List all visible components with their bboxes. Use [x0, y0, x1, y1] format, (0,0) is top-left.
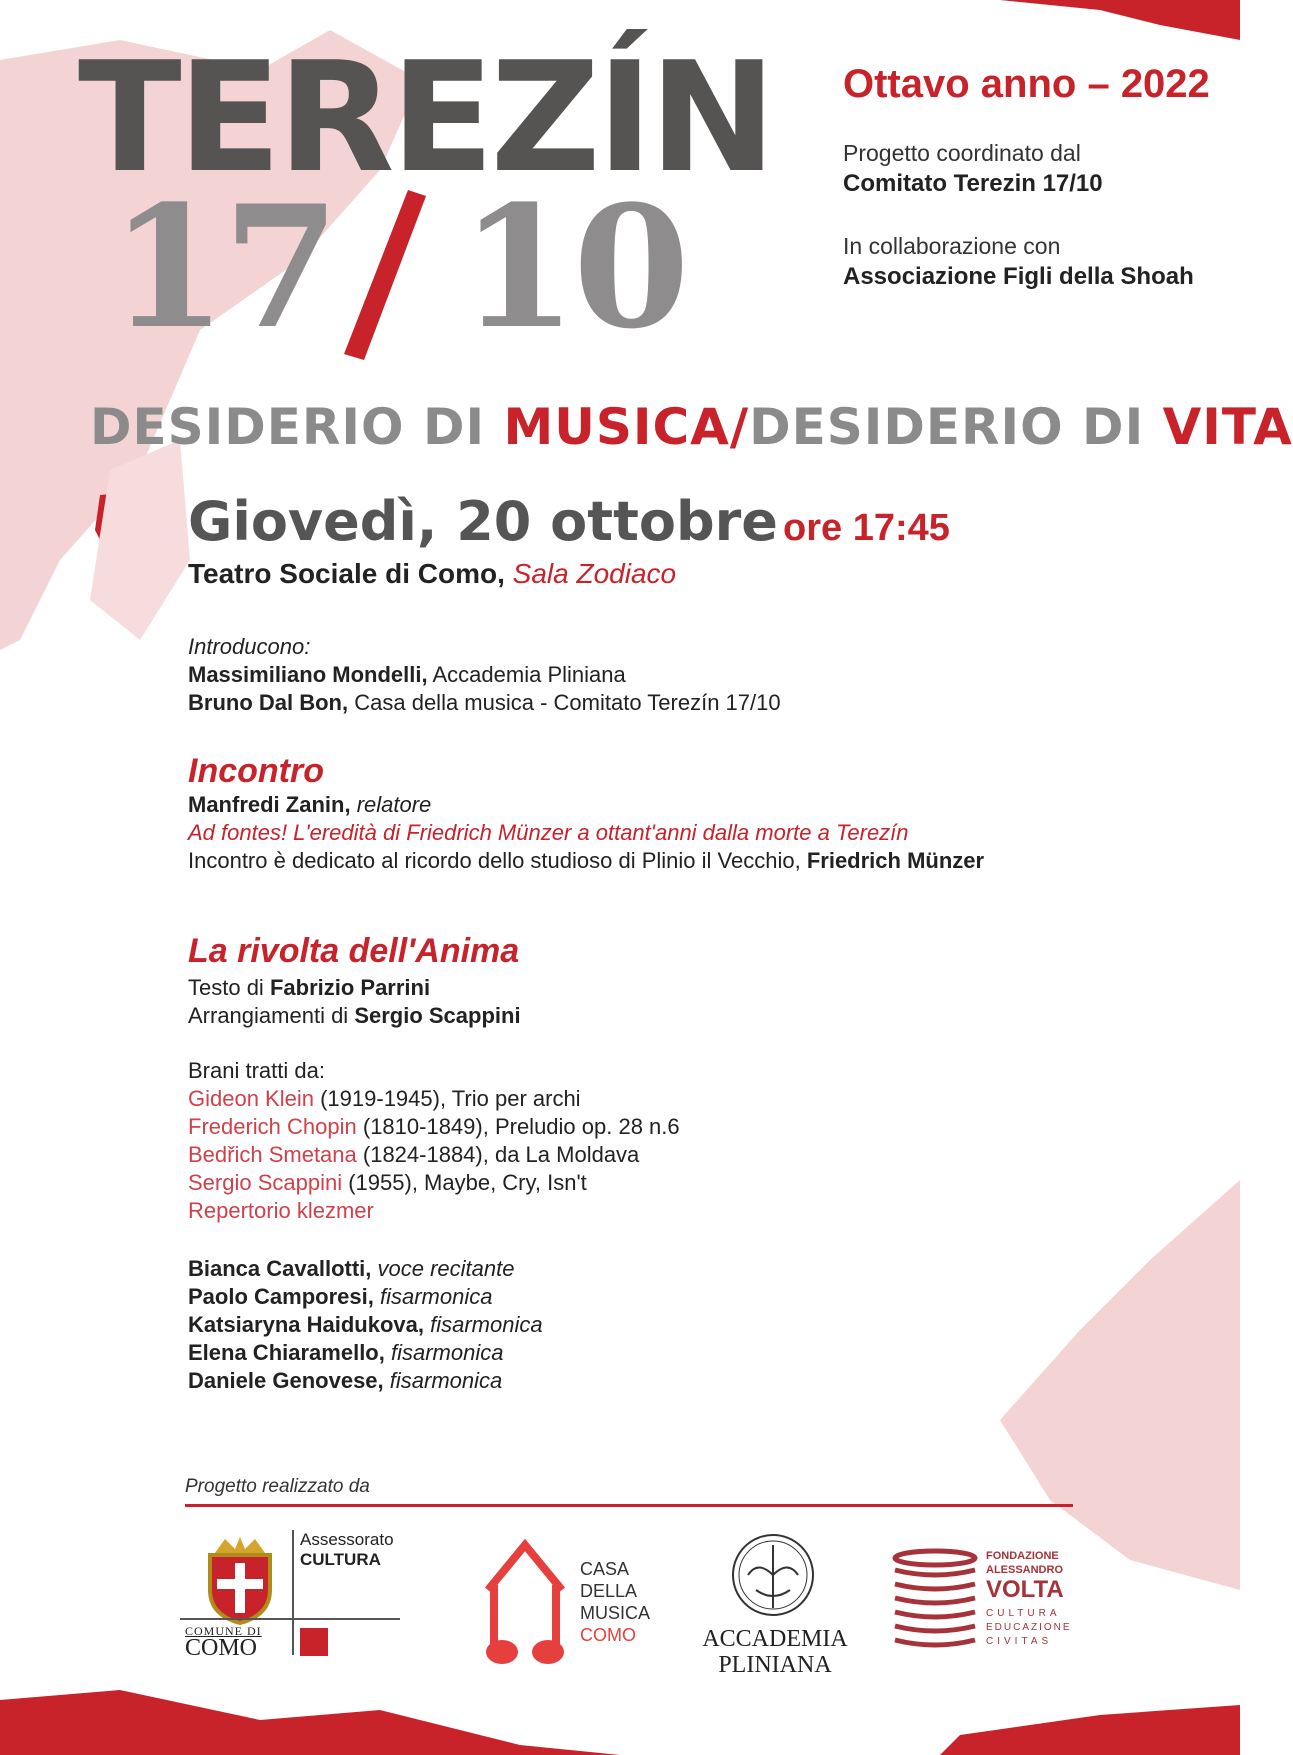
- como-dept-label: Assessorato: [300, 1530, 394, 1549]
- show-text-credit: [188, 975, 430, 1001]
- event-venue-line: [188, 558, 676, 590]
- performer-item: [188, 1284, 492, 1310]
- volta-l2: ALESSANDRO: [986, 1564, 1064, 1576]
- casa-l3: MUSICA: [580, 1603, 651, 1623]
- piece-composer: Frederich Chopin: [188, 1114, 357, 1139]
- event-venue: Teatro Sociale di Como,: [188, 558, 505, 589]
- coordinated-label: Progetto coordinato dal: [843, 140, 1081, 166]
- performer-name: Elena Chiaramello,: [188, 1340, 385, 1365]
- tagline-part3: DESIDERIO DI: [749, 398, 1163, 456]
- piece-detail: (1824-1884), da La Moldava: [356, 1142, 640, 1167]
- tagline-part4: VITA: [1162, 398, 1293, 456]
- intro-label: Introducono:: [188, 634, 311, 659]
- piece-detail: (1919-1945), Trio per archi: [313, 1086, 581, 1111]
- event-date: Giovedì, 20 ottobre: [188, 490, 778, 553]
- incontro-speaker-role: relatore: [356, 792, 432, 817]
- piece-item: [188, 1086, 581, 1112]
- piece-composer: Repertorio klezmer: [188, 1198, 374, 1223]
- accademia-l2: PLINIANA: [718, 1652, 832, 1678]
- coordinated-by: Comitato Terezin 17/10: [843, 170, 1103, 197]
- piece-composer: Bedřich Smetana: [188, 1142, 357, 1167]
- performer-name: Paolo Camporesi,: [188, 1284, 374, 1309]
- performer-item: [188, 1256, 514, 1282]
- performer-name: Bianca Cavallotti,: [188, 1256, 372, 1281]
- red-bottom-right: [940, 1705, 1240, 1755]
- footer-label: Progetto realizzato da: [185, 1476, 370, 1497]
- como-red-square: [300, 1628, 328, 1656]
- pieces-label: Brani tratti da:: [188, 1058, 325, 1083]
- casa-l1: CASA: [580, 1559, 630, 1579]
- red-bottom-left: [0, 1690, 620, 1755]
- casa-l4: COMO: [580, 1625, 636, 1645]
- intro-speaker-2: [188, 690, 781, 716]
- collab-label: In collaborazione con: [843, 233, 1061, 259]
- red-top-right: [1000, 0, 1240, 40]
- dedication-name: Friedrich Münzer: [806, 848, 985, 873]
- tagline-slash: /: [729, 398, 750, 456]
- como-city-line1: COMUNE DI: [185, 1624, 262, 1638]
- piece-composer: Gideon Klein: [188, 1086, 314, 1111]
- incontro-dedication: [188, 848, 984, 874]
- accademia-emblem-icon: [728, 1530, 818, 1620]
- performer-role: fisarmonica: [379, 1284, 493, 1309]
- como-crest-icon: [195, 1535, 285, 1625]
- como-dept-name: CULTURA: [300, 1550, 381, 1569]
- incontro-talk-title: Ad fontes! L'eredità di Friedrich Münzer a ottant'anni dalla morte a Terezín: [188, 820, 909, 845]
- piece-detail: (1955), Maybe, Cry, Isn't: [342, 1170, 587, 1195]
- piece-item: [188, 1142, 639, 1168]
- incontro-speaker: [188, 792, 431, 818]
- performer-role: fisarmonica: [390, 1340, 504, 1365]
- piece-item: [188, 1198, 374, 1224]
- logo-number-right: 10: [460, 168, 686, 366]
- performer-item: [188, 1368, 502, 1394]
- performer-role: fisarmonica: [389, 1368, 503, 1393]
- volta-l3: VOLTA: [986, 1576, 1064, 1603]
- logo-title: TEREZÍN: [78, 29, 773, 206]
- performer-item: [188, 1312, 543, 1338]
- show-heading: La rivolta dell'Anima: [188, 932, 520, 970]
- text-author: Fabrizio Parrini: [269, 975, 431, 1000]
- piece-item: [188, 1170, 587, 1196]
- casa-l2: DELLA: [580, 1581, 638, 1601]
- piece-item: [188, 1114, 680, 1140]
- accademia-l1: ACCADEMIA: [702, 1626, 848, 1652]
- logo-fondazione-volta: [888, 1548, 1078, 1668]
- arr-label: Arrangiamenti di: [188, 1003, 349, 1028]
- volta-l4: CULTURA: [986, 1608, 1061, 1619]
- performer-role: fisarmonica: [430, 1312, 543, 1337]
- volta-l5: EDUCAZIONE: [986, 1622, 1072, 1633]
- performer-role: voce recitante: [377, 1256, 515, 1281]
- intro-speaker-1: [188, 662, 626, 688]
- event-room: Sala Zodiaco: [512, 558, 677, 589]
- incontro-heading: Incontro: [188, 752, 324, 790]
- event-date-line: [188, 490, 950, 553]
- show-arr-credit: [188, 1003, 521, 1029]
- logo-slash: [330, 190, 450, 370]
- arr-author: Sergio Scappini: [354, 1003, 521, 1028]
- music-house-icon: [480, 1530, 570, 1670]
- tagline-part1: DESIDERIO DI: [90, 398, 504, 456]
- como-city-line2: COMO: [185, 1635, 258, 1661]
- collab-with: Associazione Figli della Shoah: [843, 263, 1194, 290]
- text-label: Testo di: [188, 975, 264, 1000]
- performer-item: [188, 1340, 503, 1366]
- incontro-speaker-name: Manfredi Zanin,: [188, 792, 351, 817]
- volta-battery-icon: [888, 1548, 983, 1660]
- speaker-role: Casa della musica - Comitato Terezín 17/10: [354, 690, 781, 715]
- speaker-name: Bruno Dal Bon,: [188, 690, 349, 715]
- logo-accademia-pliniana: [690, 1530, 860, 1680]
- volta-l6: CIVITAS: [986, 1636, 1053, 1647]
- piece-detail: (1810-1849), Preludio op. 28 n.6: [356, 1114, 680, 1139]
- event-time: ore 17:45: [783, 507, 950, 549]
- footer-divider: [185, 1504, 1073, 1507]
- dedication-text: Incontro è dedicato al ricordo dello studioso di Plinio il Vecchio,: [188, 848, 801, 873]
- speaker-role: Accademia Pliniana: [432, 662, 626, 687]
- logo-comune-como: [180, 1530, 410, 1660]
- tagline: [90, 398, 1293, 456]
- logo-casa-musica: [480, 1530, 660, 1670]
- pink-brush-right: [1000, 1180, 1240, 1590]
- performer-name: Katsiaryna Haidukova,: [188, 1312, 424, 1337]
- performer-name: Daniele Genovese,: [188, 1368, 384, 1393]
- como-vertical-line: [292, 1530, 294, 1655]
- tagline-part2: MUSICA: [503, 398, 730, 456]
- como-horizontal-line: [180, 1618, 400, 1620]
- volta-l1: FONDAZIONE: [986, 1550, 1059, 1562]
- logo-number-left: 17: [110, 168, 336, 366]
- edition-label: Ottavo anno – 2022: [843, 62, 1210, 106]
- piece-composer: Sergio Scappini: [188, 1170, 343, 1195]
- speaker-name: Massimiliano Mondelli,: [188, 662, 428, 687]
